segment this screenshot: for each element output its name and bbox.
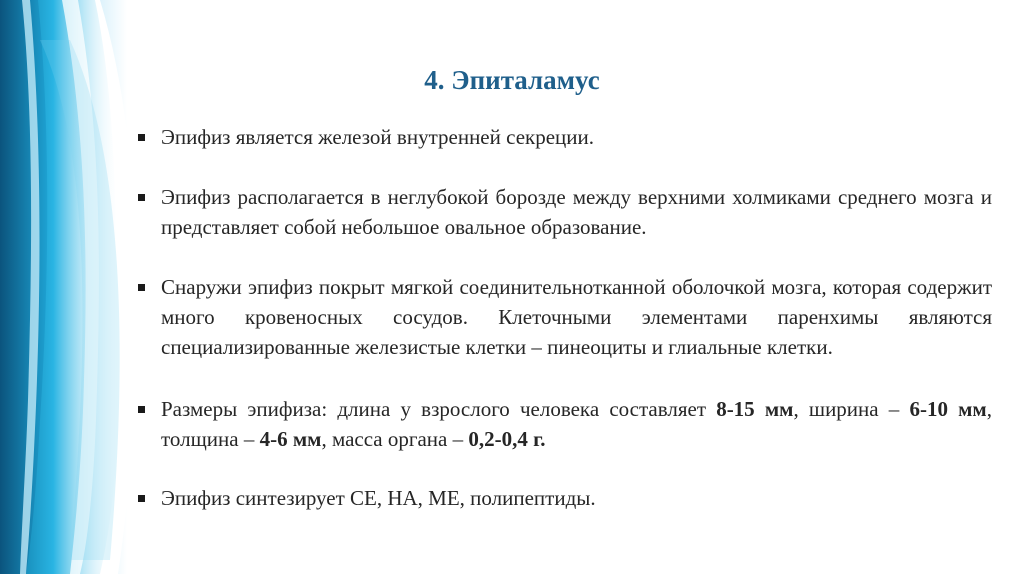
bullet-square-icon — [138, 194, 145, 201]
text-run: , ширина – — [793, 397, 910, 421]
bullet-text: Эпифиз является железой внутренней секреции. — [161, 125, 595, 149]
bullet-item — [137, 122, 992, 152]
slide-title: 4. Эпиталамус — [424, 65, 600, 95]
length-value: 8-15 мм — [716, 397, 794, 421]
bullet-item — [137, 483, 992, 513]
bullet-square-icon — [138, 134, 145, 141]
bullet-text-sizes — [161, 397, 992, 451]
mass-value: 0,2-0,4 г. — [468, 427, 546, 451]
bullet-list — [137, 122, 992, 543]
thickness-value: 4-6 мм — [259, 427, 322, 451]
text-run: , масса органа – — [321, 427, 469, 451]
bullet-square-icon — [138, 495, 145, 502]
bullet-item — [137, 182, 992, 242]
text-run: , толщина – — [161, 397, 992, 451]
bullet-item — [137, 394, 992, 454]
bullet-text: Эпифиз располагается в неглубокой борозде между верхними холмиками среднего мозга и представляет собой небольшое овальное образование. — [161, 185, 992, 239]
bullet-square-icon — [138, 406, 145, 413]
bullet-text: Эпифиз синтезирует СЕ, НА, МЕ, полипептиды. — [161, 486, 596, 510]
text-run: Размеры эпифиза: длина у взрослого человека составляет — [161, 397, 717, 421]
bullet-square-icon — [138, 284, 145, 291]
bullet-text: Снаружи эпифиз покрыт мягкой соединительнотканной оболочкой мозга, которая содержит много кровеносных сосудов. Клеточными элементами паренхимы являются специализированные железистые клетки – пинеоциты и глиальные клетки. — [161, 275, 992, 359]
width-value: 6-10 мм — [909, 397, 987, 421]
bullet-item — [137, 272, 992, 362]
